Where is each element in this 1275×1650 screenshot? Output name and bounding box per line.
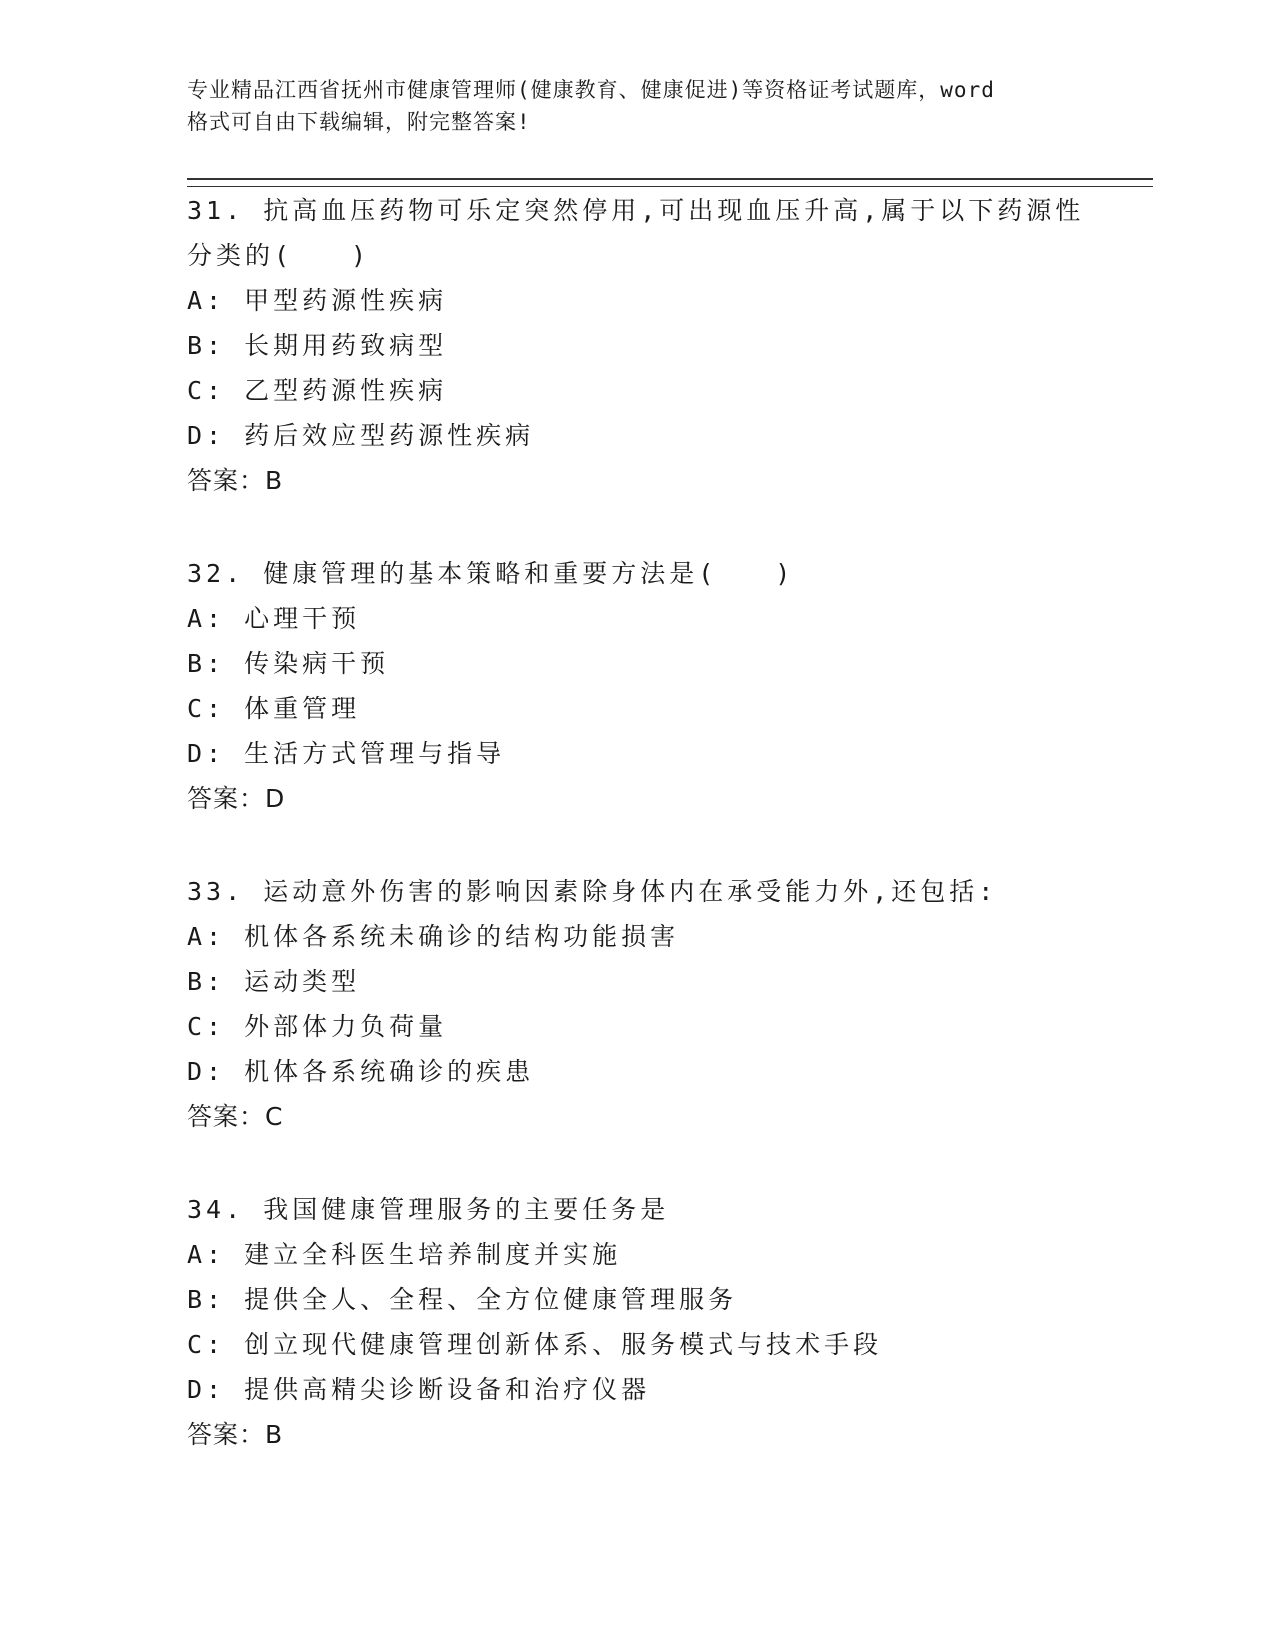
- option-c: C: 体重管理: [187, 694, 361, 723]
- option-a: A: 心理干预: [187, 604, 361, 633]
- document-header: [187, 74, 1107, 138]
- option-a: A: 机体各系统未确诊的结构功能损害: [187, 922, 680, 951]
- option-d: D: 药后效应型药源性疾病: [187, 421, 535, 450]
- answer-label: 答案：D: [187, 784, 286, 813]
- question-stem: 34. 我国健康管理服务的主要任务是: [187, 1195, 670, 1224]
- answer-label: 答案：C: [187, 1102, 284, 1131]
- option-a: A: 建立全科医生培养制度并实施: [187, 1240, 622, 1269]
- question-stem: 分类的( ): [187, 241, 371, 270]
- header-divider: [187, 178, 1153, 187]
- question-31: [187, 188, 1087, 503]
- option-c: C: 创立现代健康管理创新体系、服务模式与技术手段: [187, 1330, 883, 1359]
- option-c: C: 外部体力负荷量: [187, 1012, 448, 1041]
- option-a: A: 甲型药源性疾病: [187, 286, 448, 315]
- question-stem: 31. 抗高血压药物可乐定突然停用,可出现血压升高,属于以下药源性: [187, 196, 1085, 225]
- option-d: D: 机体各系统确诊的疾患: [187, 1057, 535, 1086]
- option-d: D: 生活方式管理与指导: [187, 739, 506, 768]
- question-32: [187, 551, 1087, 821]
- question-stem: 33. 运动意外伤害的影响因素除身体内在承受能力外,还包括:: [187, 877, 998, 906]
- option-d: D: 提供高精尖诊断设备和治疗仪器: [187, 1375, 651, 1404]
- question-33: [187, 869, 1087, 1139]
- question-34: [187, 1187, 1087, 1457]
- answer-label: 答案：B: [187, 1420, 284, 1449]
- header-line-1: 专业精品江西省抚州市健康管理师(健康教育、健康促进)等资格证考试题库，word: [187, 78, 995, 102]
- question-stem: 32. 健康管理的基本策略和重要方法是( ): [187, 559, 795, 588]
- option-b: B: 提供全人、全程、全方位健康管理服务: [187, 1285, 738, 1314]
- answer-label: 答案：B: [187, 466, 284, 495]
- option-b: B: 传染病干预: [187, 649, 390, 678]
- option-c: C: 乙型药源性疾病: [187, 376, 448, 405]
- option-b: B: 长期用药致病型: [187, 331, 448, 360]
- header-line-2: 格式可自由下载编辑，附完整答案!: [187, 110, 531, 134]
- option-b: B: 运动类型: [187, 967, 361, 996]
